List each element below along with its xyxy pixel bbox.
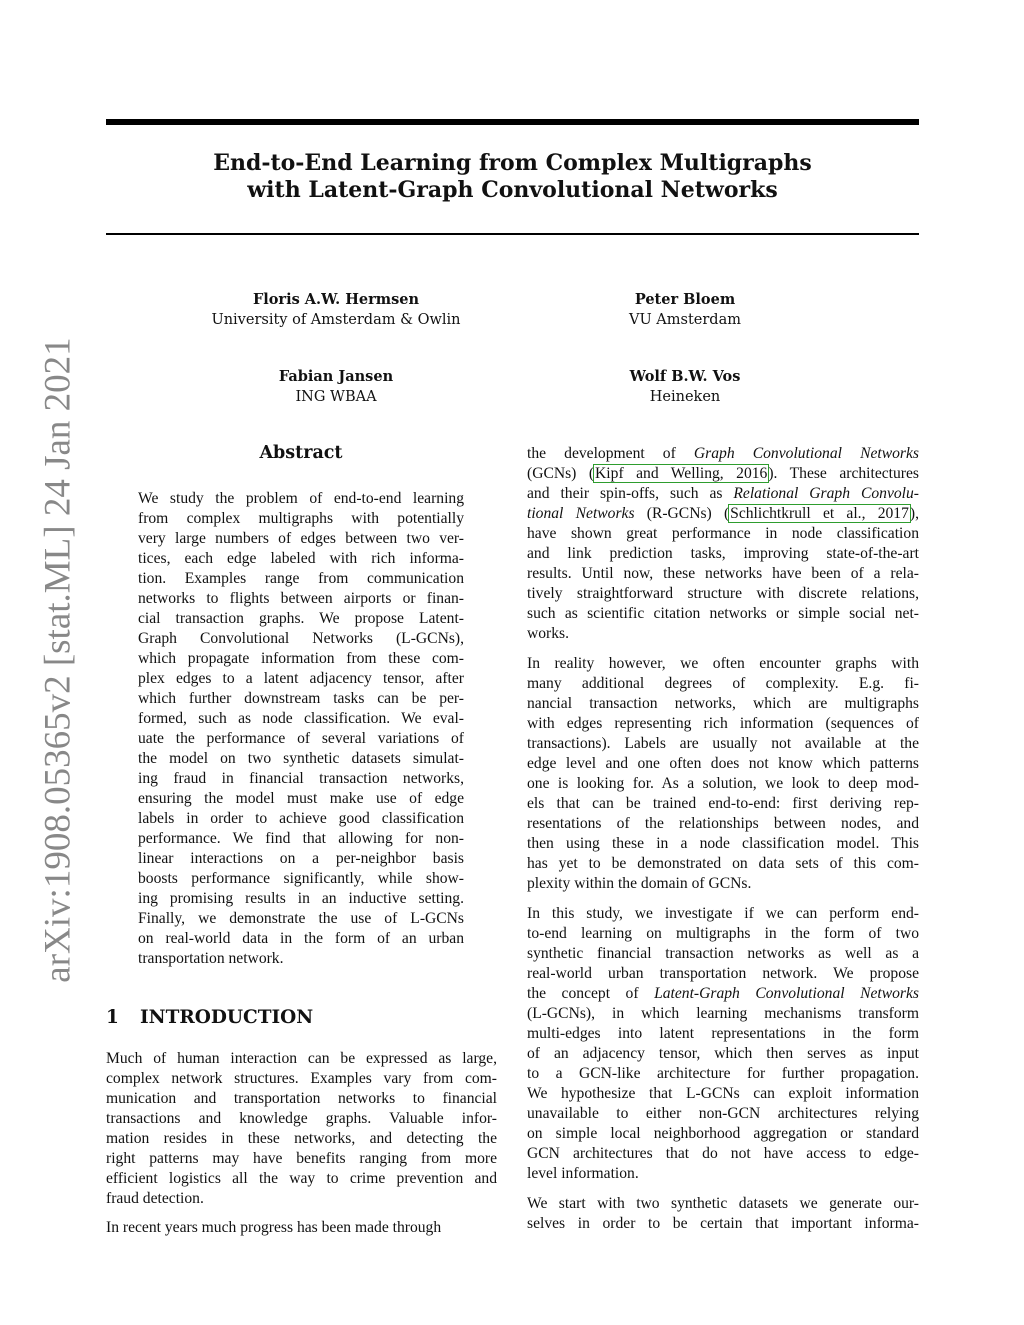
author-affiliation: ING WBAA xyxy=(295,389,377,405)
text-line: boosts performance significantly, while show- xyxy=(138,870,464,887)
text-line: We hypothesize that L-GCNs can exploit information xyxy=(527,1085,919,1102)
author-block-3 xyxy=(186,367,486,407)
title-rule-top xyxy=(106,119,919,125)
text-line: transactions and knowledge graphs. Valuable infor- xyxy=(106,1110,497,1127)
text-line: to-end learning on multigraphs in the form of two xyxy=(527,925,919,942)
text-line: to a GCN-like architecture for further propagation. xyxy=(527,1065,919,1082)
text-line: transportation network. xyxy=(138,950,284,967)
text-line: very large numbers of edges between two ver- xyxy=(138,530,464,547)
text-line: which propagate information from these com- xyxy=(138,650,464,667)
text-line: and link prediction tasks, improving state-of-the-art xyxy=(527,545,919,562)
text-line: GCN architectures that do not have access to edge- xyxy=(527,1145,919,1162)
text-line: ing fraud in financial transaction networks, xyxy=(138,770,464,787)
intro-paragraph-1 xyxy=(106,1049,497,1209)
text-line: networks to flights between airports or finan- xyxy=(138,590,464,607)
section-title: INTRODUCTION xyxy=(140,1007,314,1028)
text-line: tively straightforward structure with discrete relations, xyxy=(527,585,919,602)
text-line: ing promising results in an inductive setting. xyxy=(138,890,464,907)
text-line: (GCNs) (Kipf and Welling, 2016). These architectures xyxy=(527,465,919,482)
author-name: Peter Bloem xyxy=(634,291,736,308)
text-line: the concept of Latent-Graph Convolutional Networks xyxy=(527,985,919,1002)
text-line: transactions). Labels are usually not available at the xyxy=(527,735,919,752)
text-line: In this study, we investigate if we can perform end- xyxy=(527,905,919,922)
text-line: have shown great performance in node classification xyxy=(527,525,919,542)
author-affiliation: VU Amsterdam xyxy=(629,312,741,328)
right-paragraph-3 xyxy=(527,904,919,1184)
text-line: Graph Convolutional Networks (L-GCNs), xyxy=(138,630,464,647)
text-line: results. Until now, these networks have been of a rela- xyxy=(527,565,919,582)
text-line: We study the problem of end-to-end learning xyxy=(138,490,464,507)
author-block-4 xyxy=(555,367,815,407)
text-line: from complex multigraphs with potentially xyxy=(138,510,464,527)
text-line: labels in order to achieve good classification xyxy=(138,810,464,827)
text-line: tices, each edge labeled with rich informa- xyxy=(138,550,464,567)
text-line: and their spin-offs, such as Relational Graph Convolu- xyxy=(527,485,919,502)
text-line: tion. Examples range from communication xyxy=(138,570,464,587)
text-line: mation resides in these networks, and detecting the xyxy=(106,1130,497,1147)
text-line: Finally, we demonstrate the use of L-GCNs xyxy=(138,910,464,927)
text-line: has yet to be demonstrated on data sets of this com- xyxy=(527,855,919,872)
text-line: cial transaction graphs. We propose Latent- xyxy=(138,610,464,627)
right-paragraph-1 xyxy=(527,444,919,644)
author-name: Wolf B.W. Vos xyxy=(629,368,741,385)
text-line: In recent years much progress has been made through xyxy=(106,1219,442,1236)
author-block-2 xyxy=(555,290,815,330)
text-line: selves in order to be certain that important informa- xyxy=(527,1215,919,1232)
abstract-heading: Abstract xyxy=(259,443,343,463)
text-line: synthetic financial transaction networks as well as a xyxy=(527,945,919,962)
text-line: In reality however, we often encounter graphs with xyxy=(527,655,919,672)
citation-link-kipf[interactable]: Kipf and Welling, 2016 xyxy=(595,465,768,482)
text-line: We start with two synthetic datasets we generate our- xyxy=(527,1195,919,1212)
text-line: right patterns may have benefits ranging from more xyxy=(106,1150,497,1167)
text-line: of an adjacency tensor, which then serves as input xyxy=(527,1045,919,1062)
section-heading xyxy=(106,1006,313,1030)
text-line: performance. We find that allowing for non- xyxy=(138,830,464,847)
paper-title: End-to-End Learning from Complex Multigraphs with Latent-Graph Convolutional Networks xyxy=(213,150,812,203)
author-affiliation: University of Amsterdam & Owlin xyxy=(211,312,461,328)
author-affiliation: Heineken xyxy=(649,389,721,405)
text-line: edge level and one often does not know which patterns xyxy=(527,755,919,772)
text-line: uate the performance of several variations of xyxy=(138,730,464,747)
text-line: the development of Graph Convolutional Networks xyxy=(527,445,919,462)
intro-paragraph-2 xyxy=(106,1218,497,1238)
author-name: Floris A.W. Hermsen xyxy=(252,291,420,308)
text-line: multi-edges into latent representations in the form xyxy=(527,1025,919,1042)
text-line: fraud detection. xyxy=(106,1190,204,1207)
text-line: many additional degrees of complexity. E.g. fi- xyxy=(527,675,919,692)
section-number: 1 xyxy=(106,1007,119,1028)
text-line: ensuring the model must make use of edge xyxy=(138,790,464,807)
text-line: nancial transaction networks, which are multigraphs xyxy=(527,695,919,712)
text-line: then using these in a node classification model. This xyxy=(527,835,919,852)
text-line: which further downstream tasks can be per- xyxy=(138,690,464,707)
text-line: resentations of the relationships between nodes, and xyxy=(527,815,919,832)
text-line: efficient logistics all the way to crime prevention and xyxy=(106,1170,497,1187)
author-block-1 xyxy=(186,290,486,330)
text-line: formed, such as node classification. We eval- xyxy=(138,710,464,727)
text-line: tional Networks (R-GCNs) (Schlichtkrull et al., 2017), xyxy=(527,505,919,522)
right-paragraph-2 xyxy=(527,654,919,894)
text-line: one is looking for. As a solution, we look to deep mod- xyxy=(527,775,919,792)
text-line: plex edges to a latent adjacency tensor, after xyxy=(138,670,464,687)
text-line: the model on two synthetic datasets simulat- xyxy=(138,750,464,767)
text-line: such as scientific citation networks or simple social net- xyxy=(527,605,919,622)
abstract-body xyxy=(138,489,464,969)
title-rule-bottom xyxy=(106,233,919,235)
text-line: complex network structures. Examples vary from com- xyxy=(106,1070,497,1087)
right-paragraph-3-rest xyxy=(527,1004,919,1184)
text-line: with edges representing rich information (sequences of xyxy=(527,715,919,732)
text-line: (L-GCNs), in which learning mechanisms transform xyxy=(527,1005,919,1022)
text-line: on real-world data in the form of an urban xyxy=(138,930,464,947)
text-line: works. xyxy=(527,625,570,642)
text-line: plexity within the domain of GCNs. xyxy=(527,875,752,892)
text-line: unavailable to either non-GCN architectures relying xyxy=(527,1105,919,1122)
right-paragraph-1-rest xyxy=(527,524,919,644)
text-line: level information. xyxy=(527,1165,639,1182)
author-name: Fabian Jansen xyxy=(278,368,394,385)
text-line: munication and transportation networks to financial xyxy=(106,1090,497,1107)
text-line: real-world urban transportation network. We propose xyxy=(527,965,919,982)
arxiv-stamp-text: arXiv:1908.05365v2 [stat.ML] 24 Jan 2021 xyxy=(37,337,79,983)
text-line: on simple local neighborhood aggregation or standard xyxy=(527,1125,919,1142)
citation-link-schlichtkrull[interactable]: Schlichtkrull et al., 2017 xyxy=(730,505,909,522)
text-line: linear interactions on a per-neighbor basis xyxy=(138,850,464,867)
text-line: Much of human interaction can be expressed as large, xyxy=(106,1050,497,1067)
right-paragraph-4 xyxy=(527,1194,919,1234)
text-line: els that can be trained end-to-end: first deriving rep- xyxy=(527,795,919,812)
